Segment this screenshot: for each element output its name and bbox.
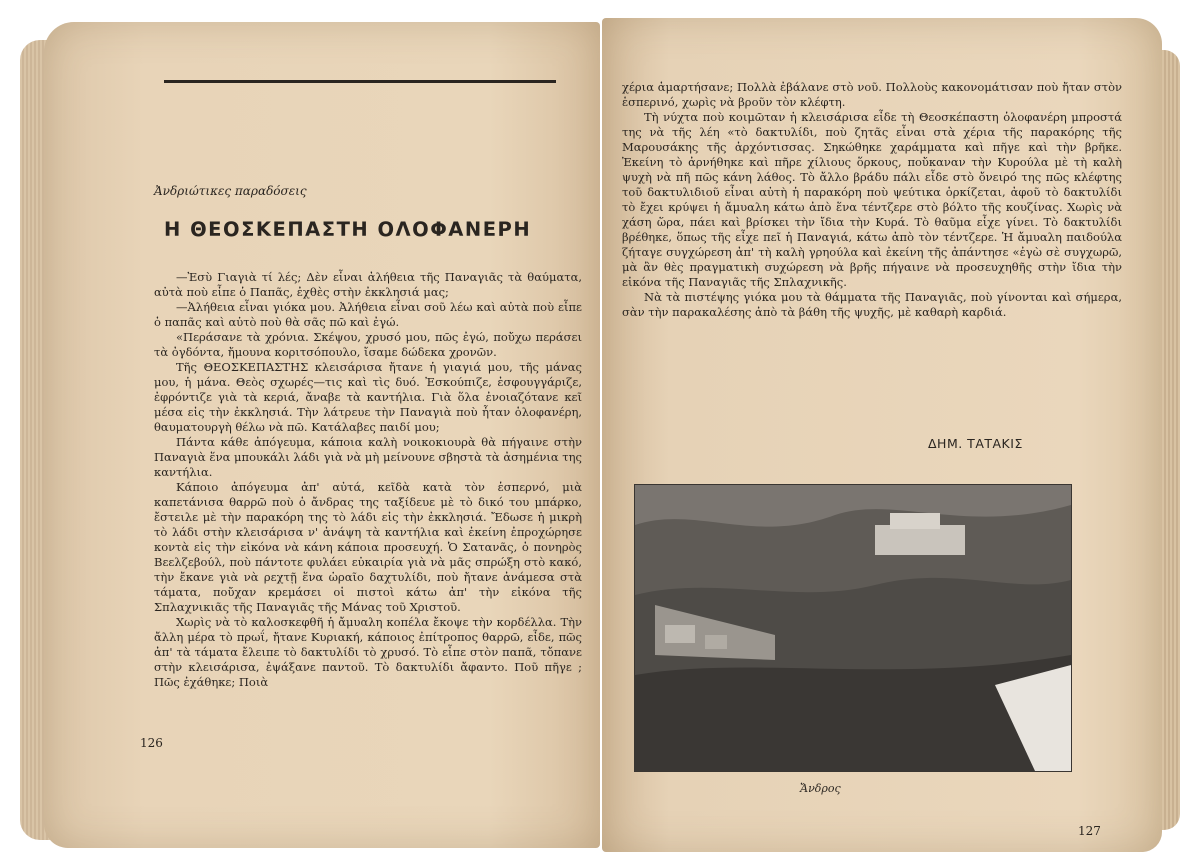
paragraph: Νὰ τὰ πιστέψης γιόκα μου τὰ θάμματα τῆς Παναγιᾶς, ποὺ γίνονται καὶ σήμερα, σὰν τὴν παρακαλέσης ἀπὸ τὰ βάθη τῆς ψυχῆς, μὲ καθαρὴ καρδιά.	[622, 290, 1122, 319]
section-label: Ἀνδριώτικες παραδόσεις	[154, 184, 307, 198]
page-number-left: 126	[140, 736, 163, 750]
photo-landscape	[635, 485, 1071, 771]
paragraph: Τῆς ΘΕΟΣΚΕΠΑΣΤΗΣ κλεισάρισα ἤτανε ἡ γιαγιά μου, τῆς μάνας μου, ἡ μάνα. Θεὸς σχωρές—τις καὶ τὶς δυό. Ἐσκούπιζε, ἐσφουγγάριζε, ἐφρόντιζε γιὰ τὰ κεριά, ἄναβε τὰ καντήλια. Γιὰ ὅλα ἐνοιαζότανε κεῖ μέσα εἰς τὴν ἐκκλησιά. Τὴν λάτρευε τὴν Παναγιὰ ποὺ ἦταν ὁλοφανέρη, θαυματουργὴ θέλω νὰ πῶ. Κατάλαβες παιδί μου;	[154, 360, 582, 434]
paragraph: «Περάσανε τὰ χρόνια. Σκέψου, χρυσό μου, πῶς ἐγώ, ποὔχω περάσει τὰ ὀγδόντα, ἤμουνα κοριτσόπουλο, ἴσαμε δώδεκα χρονῶν.	[154, 330, 582, 359]
photo-caption: Ἄνδρος	[800, 782, 841, 795]
author-signature: ΔΗΜ. ΤΑΤΑΚΙΣ	[928, 436, 1023, 451]
paragraph: χέρια ἁμαρτήσανε; Πολλὰ ἐβάλανε στὸ νοῦ. Πολλοὺς κακονομάτισαν ποὺ ἤταν στὸν ἑσπερινό, χωρὶς νὰ βροῦν τὸν κλέφτη.	[622, 80, 1122, 109]
paragraph: Πάντα κάθε ἀπόγευμα, κάποια καλὴ νοικοκιουρὰ θὰ πήγαινε στὴν Παναγιὰ ἕνα μπουκάλι λάδι γιὰ νὰ μὴ μείνουνε σβηστὰ τὰ ἀσημένια της καντήλια.	[154, 435, 582, 479]
paragraph: Κάποιο ἀπόγευμα ἀπ' αὐτά, κεῖδὰ κατὰ τὸν ἑσπερνό, μιὰ καπετάνισα θαρρῶ ποὺ ὁ ἄνδρας της ταξίδευε μὲ τὸ δικό του μπάρκο, ἔστειλε μὲ τὴν παρακόρη της τὸ λάδι εἰς τὴν ἐκκλησιά. Ἔδωσε ἡ μικρὴ τὸ λάδι στὴν κλεισάρισα ν' ἀνάψη τὰ καντήλια καὶ ἐκείνη ἐπροχώρησε κοντὰ εἰς τὴν εἰκόνα νὰ κάνη κάποια προσευχή. Ὁ Σατανᾶς, ὁ πονηρὸς Βεελζεβούλ, ποὺ πάντοτε φυλάει εὐκαιρία γιὰ νὰ μᾶς σπρώξη στὸ κακό, τὴν ἔκανε γιὰ νὰ ρεχτῇ ἕνα ὡραῖο δαχτυλίδι, ποὺ ἤτανε ἀνάμεσα στὰ τάματα, ποὔχαν κρεμάσει οἱ πιστοὶ κάτω ἀπ' τὴν εἰκόνα τῆς Σπλαχνικιᾶς τῆς Παναγιᾶς τῆς Μάνας τοῦ Χριστοῦ.	[154, 480, 582, 614]
paragraph: —Ἀλήθεια εἶναι γιόκα μου. Ἀλήθεια εἶναι σοῦ λέω καὶ αὐτὰ ποὺ εἶπε ὁ παπᾶς καὶ αὐτὸ ποὺ θὰ σᾶς πῶ καὶ ἐγώ.	[154, 300, 582, 329]
left-page	[44, 22, 600, 848]
page-number-right: 127	[1078, 824, 1101, 838]
paragraph: Χωρὶς νὰ τὸ καλοσκεφθῆ ἡ ἄμυαλη κοπέλα ἔκοψε τὴν κορδέλλα. Τὴν ἄλλη μέρα τὸ πρωΐ, ἤτανε Κυριακή, κάποιος ἐπίτροπος θαρρῶ, εἶδε, πῶς ἀπ' τὰ τάματα ἔλειπε τὸ δακτυλίδι τὸ χρυσό. Τὸ εἶπε στὸν παπᾶ, τὄπανε στὴν κλεισάρισα, ἐψάξανε παντοῦ. Τὸ δακτυλίδι ἄφαντο. Ποῦ πῆγε ; Πῶς ἐχάθηκε; Ποιὰ	[154, 615, 582, 689]
left-body-text	[154, 270, 582, 690]
andros-photo	[634, 484, 1072, 772]
paragraph: —Ἐσὺ Γιαγιὰ τί λές; Δὲν εἶναι ἀλήθεια τῆς Παναγιᾶς τὰ θαύματα, αὐτὰ ποὺ εἶπε ὁ Παπᾶς, ἐχθὲς στὴν ἐκκλησιά μας;	[154, 270, 582, 299]
paragraph: Τὴ νύχτα ποὺ κοιμῶταν ἡ κλεισάρισα εἶδε τὴ Θεοσκέπαστη ὁλοφανέρη μπροστά της νὰ τῆς λέη «τὸ δακτυλίδι, ποὺ ζητᾶς εἶναι στὰ χέρια τῆς παρακόρης τῆς Μαρουσάκης τῆς ἀρχόντισσας. Σηκώθηκε χαράμματα καὶ πῆγε καὶ τὴν βρῆκε. Ἐκείνη τὸ ἀρνήθηκε καὶ πῆρε χίλιους ὅρκους, ποὔκαναν τὴν Κυρούλα μὲ τὴ καλὴ ψυχὴ νὰ πῆ πῶς κάνη λάθος. Τὸ ἄλλο βράδυ πάλι εἶδε στὸ ὄνειρό της πῶς κλέφτης τοῦ δακτυλιδιοῦ εἶναι αὐτὴ ἡ παρακόρη ποὺ ψεύτικα ὁρκίζεται, ἀφοῦ τὸ δακτυλίδι τὸ ἔχει κρύψει ἡ ἄμυαλη κάτω ἀπὸ ἕνα τέντζερε στὸ βόλτο τῆς κουζίνας. Χωρὶς νὰ χάση ὥρα, πάει καὶ βρίσκει τὴν ἴδια τὴν Κυρά. Τὸ θαῦμα εἶχε γίνει. Τὸ δακτυλίδι βρέθηκε, ὅπως τῆς εἶχε πεῖ ἡ Παναγιά, κάτω ἀπὸ τὸν τέντζερε. Ἡ ἄμυαλη παιδούλα ζήταγε συγχώρεση ἀπ' τὴ καλὴ γρηούλα καὶ ἐκείνη τῆς ἀπάντησε «ἐγὼ σὲ συγχωρῶ, μὰ ἂν θὲς πραγματικὴ συχώρεση νὰ βρῆς πήγαινε νὰ προσευχηθῆς στὴν ἴδια τὴν εἰκόνα τῆς Παναγιᾶς τῆς Σπλαχνικῆς.	[622, 110, 1122, 289]
article-title: Η ΘΕΟΣΚΕΠΑΣΤΗ ΟΛΟΦΑΝΕΡΗ	[164, 218, 532, 241]
header-rule	[164, 80, 556, 83]
right-body-text	[622, 80, 1122, 320]
right-page	[602, 18, 1162, 852]
